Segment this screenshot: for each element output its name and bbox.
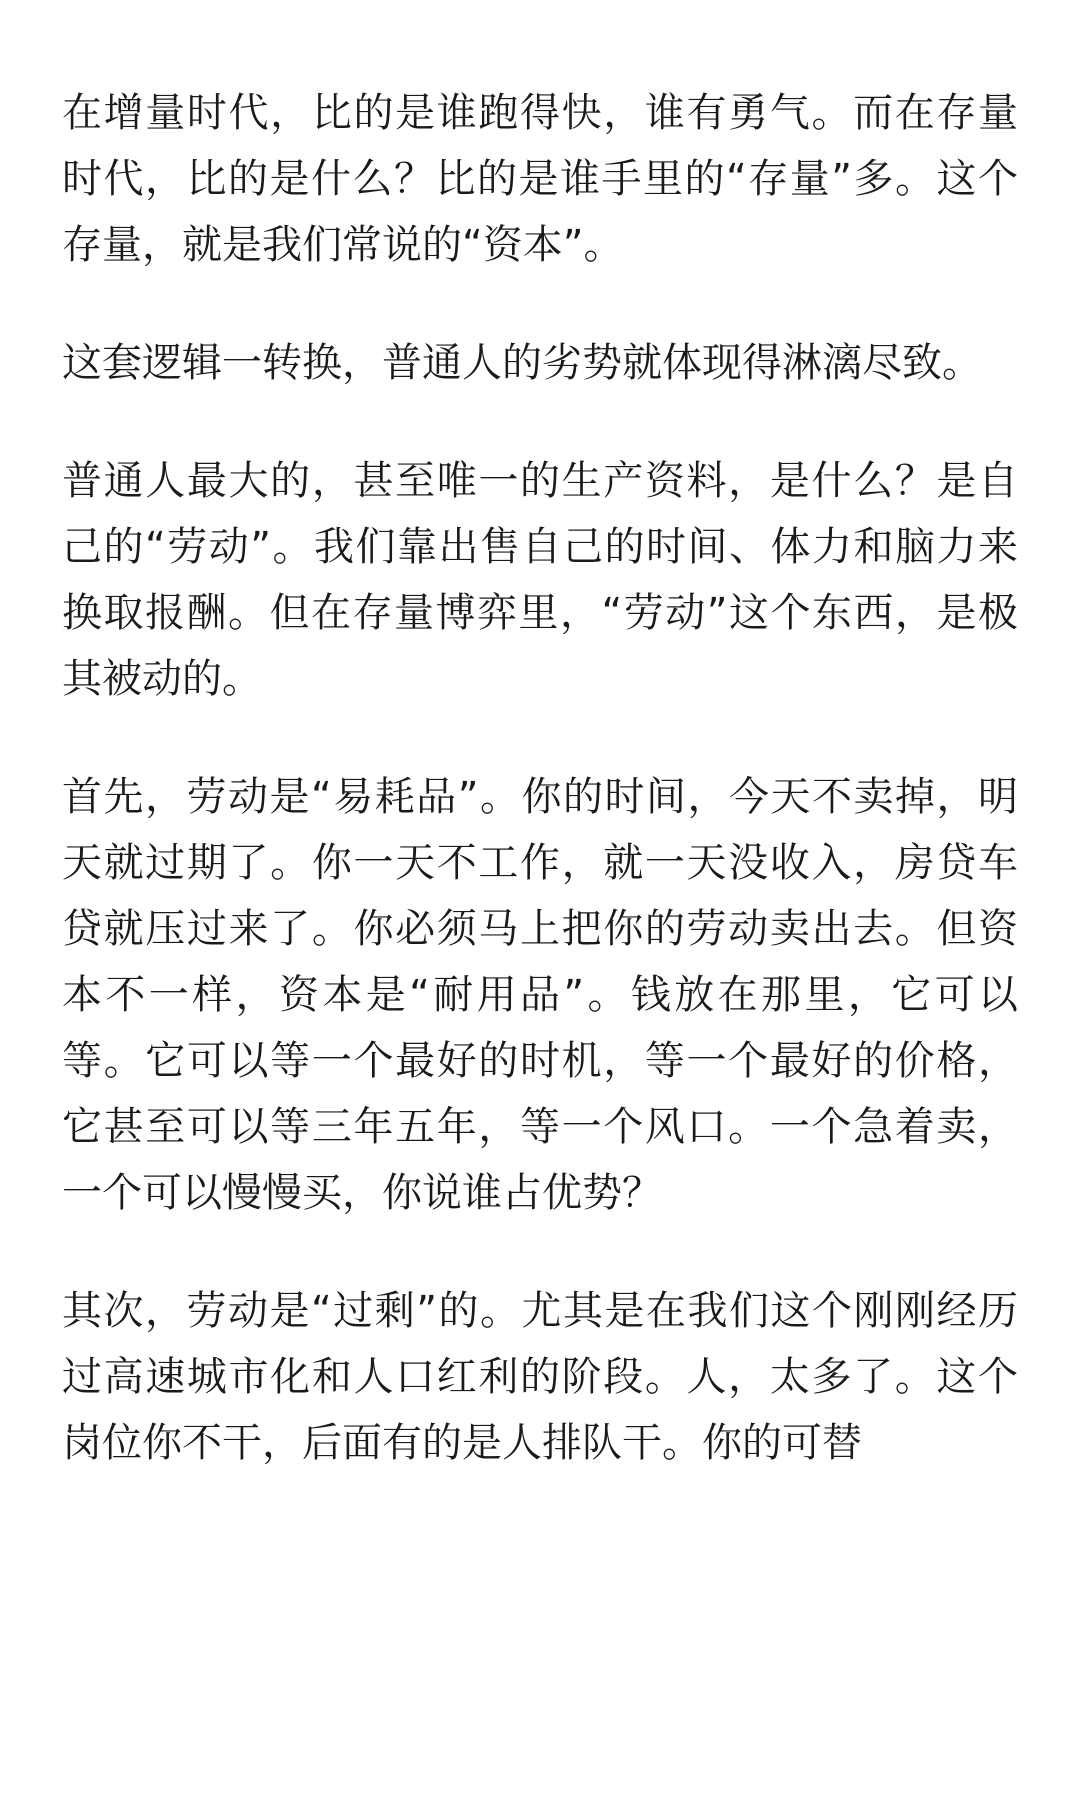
paragraph-1: 在增量时代，比的是谁跑得快，谁有勇气。而在存量时代，比的是什么？比的是谁手里的“存量”多。这个存量，就是我们常说的“资本”。 — [62, 90, 1018, 268]
paragraph-3: 普通人最大的，甚至唯一的生产资料，是什么？是自己的“劳动”。我们靠出售自己的时间、体力和脑力来换取报酬。但在存量博弈里，“劳动”这个东西，是极其被动的。 — [62, 458, 1018, 702]
paragraph-2: 这套逻辑一转换，普通人的劣势就体现得淋漓尽致。 — [62, 340, 982, 386]
article-body — [62, 80, 1018, 1528]
paragraph-4: 首先，劳动是“易耗品”。你的时间，今天不卖掉，明天就过期了。你一天不工作，就一天没收入，房贷车贷就压过来了。你必须马上把你的劳动卖出去。但资本不一样，资本是“耐用品”。钱放在那里，它可以等。它可以等一个最好的时机，等一个最好的价格，它甚至可以等三年五年，等一个风口。一个急着卖，一个可以慢慢买，你说谁占优势？ — [62, 774, 1018, 1216]
paragraph-5: 其次，劳动是“过剩”的。尤其是在我们这个刚刚经历过高速城市化和人口红利的阶段。人，太多了。这个岗位你不干，后面有的是人排队干。你的可替 — [62, 1288, 1018, 1466]
